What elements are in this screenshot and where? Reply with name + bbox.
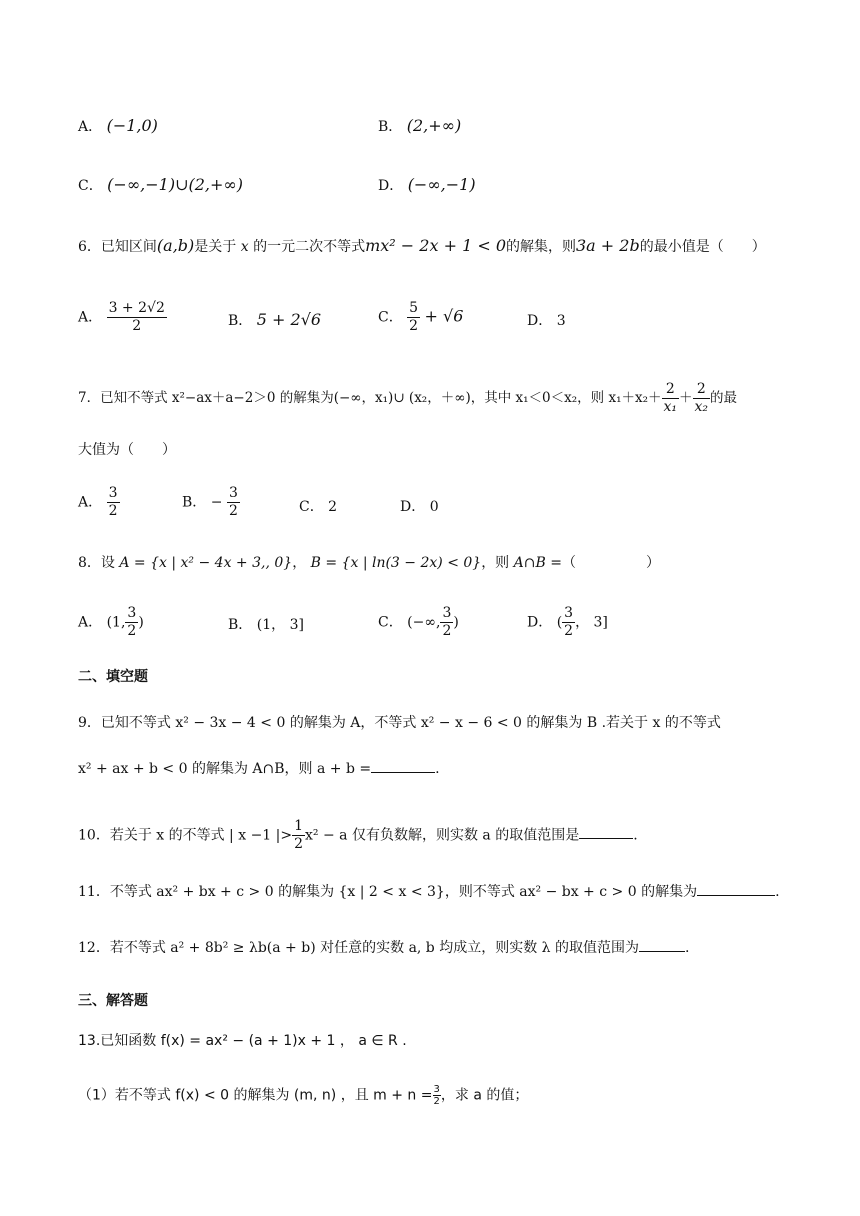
q8-prefix: 8．设 (78, 555, 115, 571)
option-label: C． (378, 614, 403, 631)
q8-option-d (527, 605, 608, 640)
option-label: C． (378, 309, 403, 326)
question-13-line1: 13.已知函数 f(x) = ax² − (a + 1)x + 1 ， a ∈ R . (78, 1033, 407, 1049)
question-9-line2 (78, 762, 440, 776)
fraction-numerator: 2 (662, 381, 680, 399)
q7-prefix: 7．已知不等式 x²−ax＋a−2＞0 的解集为(−∞，x₁)∪ (x₂，＋∞)，其中 x₁＜0＜x₂，则 x₁＋x₂＋ (78, 389, 662, 406)
option-label: D． (378, 178, 404, 194)
q12-tail: . (685, 940, 690, 956)
q6-mid1: 是关于 (194, 239, 237, 255)
option-post: ， 3] (575, 614, 608, 631)
option-label: C． (78, 178, 103, 194)
q5-option-a (78, 116, 158, 136)
q10-prefix: 10．若关于 x 的不等式 | x −1 |> (78, 827, 293, 844)
question-11 (78, 885, 780, 899)
option-label: B． (228, 313, 253, 329)
answer-blank[interactable] (579, 837, 633, 839)
option-math: 0 (429, 499, 439, 515)
question-7-line1 (78, 381, 737, 416)
option-math: (−1,0) (106, 116, 158, 135)
q9-tail: . (435, 761, 440, 777)
q7-option-a (78, 485, 120, 520)
fraction-numerator: 3 (228, 485, 238, 501)
option-post: ) (453, 614, 459, 631)
q8-option-b (228, 614, 304, 634)
option-math: (−∞,−1) (407, 175, 476, 194)
q8-option-a (78, 605, 144, 640)
option-tail: + √6 (424, 306, 464, 326)
option-label: D． (527, 313, 553, 329)
section-heading-fill-in: 二、填空题 (78, 669, 148, 685)
q7-option-b (182, 485, 240, 520)
option-math: 2 (328, 499, 338, 515)
q8-mid: ，则 (481, 555, 510, 571)
fraction (562, 605, 575, 640)
fraction-denominator: 2 (442, 622, 452, 639)
option-math: (1， 3] (256, 617, 304, 633)
fraction (107, 485, 120, 520)
option-label: D． (400, 499, 426, 515)
fraction (440, 605, 453, 640)
option-label: A． (78, 614, 103, 631)
fraction-denominator: 2 (228, 502, 238, 519)
q11-tail: . (775, 884, 780, 900)
question-9-line1: 9．已知不等式 x² − 3x − 4 < 0 的解集为 A，不等式 x² − x − 6 < 0 的解集为 B .若关于 x 的不等式 (78, 715, 721, 731)
fraction (662, 381, 680, 416)
q8-suffix: （ ） (561, 555, 660, 571)
q7-option-c (299, 496, 337, 516)
q6-mid2: 的一元二次不等式 (253, 239, 366, 255)
fraction-numerator: 2 (693, 381, 711, 399)
option-pre: (1, (106, 614, 126, 631)
q9-line2-text: x² + ax + b < 0 的解集为 A∩B，则 a + b = (78, 761, 372, 777)
q6-option-b (228, 310, 321, 330)
option-label: A． (78, 309, 103, 326)
fraction-numerator: 3 (127, 605, 137, 621)
fraction-numerator: 3 (433, 1084, 440, 1095)
q6-interval: (a,b) (156, 236, 195, 255)
question-10 (78, 818, 638, 853)
option-label: D． (527, 614, 553, 631)
option-label: A． (78, 119, 103, 135)
question-7-line2: 大值为（ ） (78, 442, 176, 458)
fraction-denominator: 2 (108, 502, 118, 519)
q5-option-c (78, 175, 243, 195)
q7-option-d (400, 496, 439, 516)
fraction-denominator: 2 (132, 317, 142, 334)
q13-part1-suffix: ，求 a 的值； (440, 1087, 529, 1104)
question-8 (78, 556, 660, 570)
fraction (433, 1084, 441, 1107)
minus-sign: − (210, 494, 223, 511)
section-heading-answer: 三、解答题 (78, 993, 148, 1009)
fraction (107, 300, 167, 335)
fraction (125, 605, 138, 640)
plus-sign: ＋ (679, 389, 693, 406)
q12-text: 12．若不等式 a² + 8b² ≥ λb(a + b) 对任意的实数 a, b 均成立，则实数 λ 的取值范围为 (78, 940, 639, 956)
fraction (407, 300, 420, 335)
fraction (292, 818, 305, 853)
question-6 (78, 238, 766, 254)
option-pre: ( (556, 614, 563, 631)
q8-set-b: B = {x | ln(3 − 2x) < 0} (310, 555, 482, 571)
q10-mid: x² − a 仅有负数解，则实数 a 的取值范围是 (305, 827, 580, 844)
fraction-numerator: 3 + 2√2 (108, 300, 165, 316)
q5-option-d (378, 175, 476, 195)
q6-suffix: 的最小值是（ ） (639, 239, 766, 255)
separator: ， (292, 555, 307, 571)
answer-blank[interactable] (697, 894, 775, 896)
option-label: A． (78, 494, 103, 511)
option-label: C． (299, 499, 324, 515)
option-label: B． (228, 617, 253, 633)
option-math: (−∞,−1)∪(2,+∞) (107, 175, 243, 194)
q6-var: x (240, 239, 249, 255)
fraction-numerator: 3 (442, 605, 452, 621)
option-pre: (−∞, (407, 614, 441, 631)
q13-part1-prefix: （1）若不等式 f(x) < 0 的解集为 (m, n) ，且 m + n = (78, 1087, 433, 1104)
q6-option-d (527, 310, 566, 330)
option-math: 3 (556, 313, 566, 329)
q11-text: 11．不等式 ax² + bx + c > 0 的解集为 {x | 2 < x < 3}，则不等式 ax² − bx + c > 0 的解集为 (78, 884, 698, 900)
fraction-denominator: x₂ (694, 398, 709, 415)
fraction (227, 485, 240, 520)
fraction-denominator: 2 (409, 317, 419, 334)
fraction-numerator: 3 (564, 605, 574, 621)
option-math: 5 + 2√6 (256, 310, 322, 329)
option-math: (2,+∞) (406, 116, 462, 135)
question-13-part1 (78, 1084, 528, 1107)
q6-expression: 3a + 2b (576, 236, 640, 255)
fraction-numerator: 3 (108, 485, 118, 501)
q8-set-a: A = {x | x² − 4x + 3,, 0} (119, 555, 293, 571)
fraction-denominator: 2 (294, 835, 304, 852)
q6-prefix: 6．已知区间 (78, 239, 157, 255)
q6-option-a (78, 300, 167, 335)
q6-mid3: 的解集，则 (506, 239, 576, 255)
fraction-denominator: x₁ (663, 398, 678, 415)
q8-option-c (378, 605, 459, 640)
q6-option-c (378, 300, 463, 335)
answer-blank[interactable] (371, 771, 435, 773)
option-label: B． (182, 494, 207, 511)
option-post: ) (138, 614, 144, 631)
fraction-denominator: 2 (127, 622, 137, 639)
q6-inequality: mx² − 2x + 1 < 0 (365, 236, 506, 255)
answer-blank[interactable] (639, 950, 685, 952)
q5-option-b (378, 116, 461, 136)
fraction-numerator: 1 (294, 818, 304, 834)
fraction (693, 381, 711, 416)
fraction-denominator: 2 (433, 1096, 440, 1107)
q8-expression: A∩B = (513, 555, 562, 571)
option-label: B． (378, 119, 403, 135)
q7-suffix: 的最 (710, 389, 738, 406)
fraction-numerator: 5 (409, 300, 419, 316)
q10-tail: . (633, 827, 638, 844)
question-12 (78, 941, 689, 955)
fraction-denominator: 2 (564, 622, 574, 639)
